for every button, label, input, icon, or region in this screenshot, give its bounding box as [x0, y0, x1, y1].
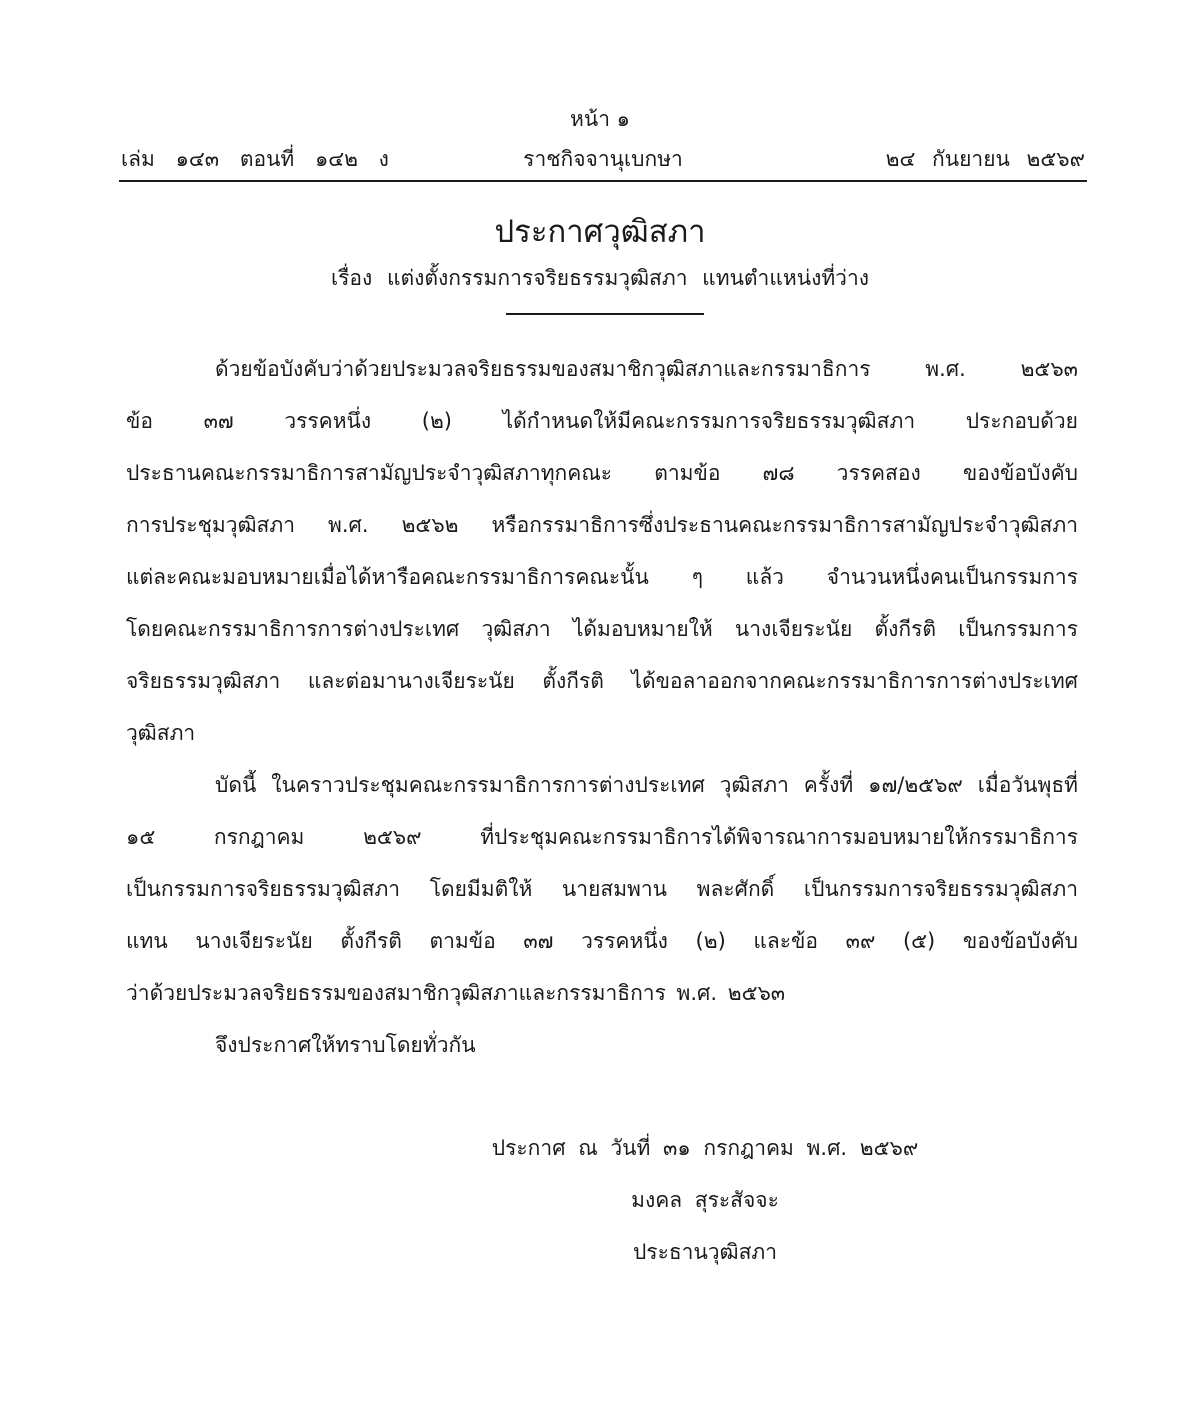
body-line: ว่าด้วยประมวลจริยธรรมของสมาชิกวุฒิสภาและกรรมาธิการ พ.ศ. ๒๕๖๓: [126, 981, 786, 1005]
body-line: โดยคณะกรรมาธิการการต่างประเทศ วุฒิสภา ได้มอบหมายให้ นางเจียระนัย ตั้งกีรติ เป็นกรรมการ: [126, 617, 1078, 641]
closing-statement: จึงประกาศให้ทราบโดยทั่วกัน: [215, 1033, 476, 1057]
header-divider: [119, 180, 1087, 182]
body-line: เป็นกรรมการจริยธรรมวุฒิสภา โดยมีมติให้ นายสมพาน พละศักดิ์ เป็นกรรมการจริยธรรมวุฒิสภา: [126, 877, 1078, 901]
announcement-subject: เรื่อง แต่งตั้งกรรมการจริยธรรมวุฒิสภา แทนตำแหน่งที่ว่าง: [330, 266, 870, 290]
body-line: ด้วยข้อบังคับว่าด้วยประมวลจริยธรรมของสมาชิกวุฒิสภาและกรรมาธิการ พ.ศ. ๒๕๖๓: [215, 357, 1078, 381]
body-line: วุฒิสภา: [126, 721, 196, 745]
body-line: แทน นางเจียระนัย ตั้งกีรติ ตามข้อ ๓๗ วรรคหนึ่ง (๒) และข้อ ๓๙ (๕) ของข้อบังคับ: [126, 929, 1078, 953]
body-line: ประธานคณะกรรมาธิการสามัญประจำวุฒิสภาทุกคณะ ตามข้อ ๗๘ วรรคสอง ของข้อบังคับ: [126, 461, 1078, 485]
body-line: บัดนี้ ในคราวประชุมคณะกรรมาธิการการต่างประเทศ วุฒิสภา ครั้งที่ ๑๗/๒๕๖๙ เมื่อวันพุธที่: [215, 773, 1078, 797]
signatory-title: ประธานวุฒิสภา: [632, 1240, 778, 1264]
page-number: หน้า ๑: [570, 107, 630, 131]
gazette-header: [121, 144, 1085, 174]
publication-date: ๒๔ กันยายน ๒๕๖๙: [885, 147, 1085, 171]
body-line: จริยธรรมวุฒิสภา และต่อมานางเจียระนัย ตั้งกีรติ ได้ขอลาออกจากคณะกรรมาธิการการต่างประเทศ: [126, 669, 1078, 693]
volume-issue: เล่ม ๑๔๓ ตอนที่ ๑๔๒ ง: [121, 147, 389, 171]
body-line: ๑๕ กรกฎาคม ๒๕๖๙ ที่ประชุมคณะกรรมาธิการได้พิจารณาการมอบหมายให้กรรมาธิการ: [126, 825, 1078, 849]
announcement-title: ประกาศวุฒิสภา: [494, 214, 706, 250]
body-line: การประชุมวุฒิสภา พ.ศ. ๒๕๖๒ หรือกรรมาธิการซึ่งประธานคณะกรรมาธิการสามัญประจำวุฒิสภา: [126, 513, 1078, 537]
announced-date: ประกาศ ณ วันที่ ๓๑ กรกฎาคม พ.ศ. ๒๕๖๙: [491, 1136, 919, 1160]
body-line: ข้อ ๓๗ วรรคหนึ่ง (๒) ได้กำหนดให้มีคณะกรรมการจริยธรรมวุฒิสภา ประกอบด้วย: [126, 409, 1078, 433]
publication-name: ราชกิจจานุเบกษา: [523, 147, 683, 171]
signatory-name: มงคล สุระสัจจะ: [631, 1188, 779, 1212]
title-divider: [506, 313, 704, 315]
body-line: แต่ละคณะมอบหมายเมื่อได้หารือคณะกรรมาธิการคณะนั้น ๆ แล้ว จำนวนหนึ่งคนเป็นกรรมการ: [126, 565, 1078, 589]
